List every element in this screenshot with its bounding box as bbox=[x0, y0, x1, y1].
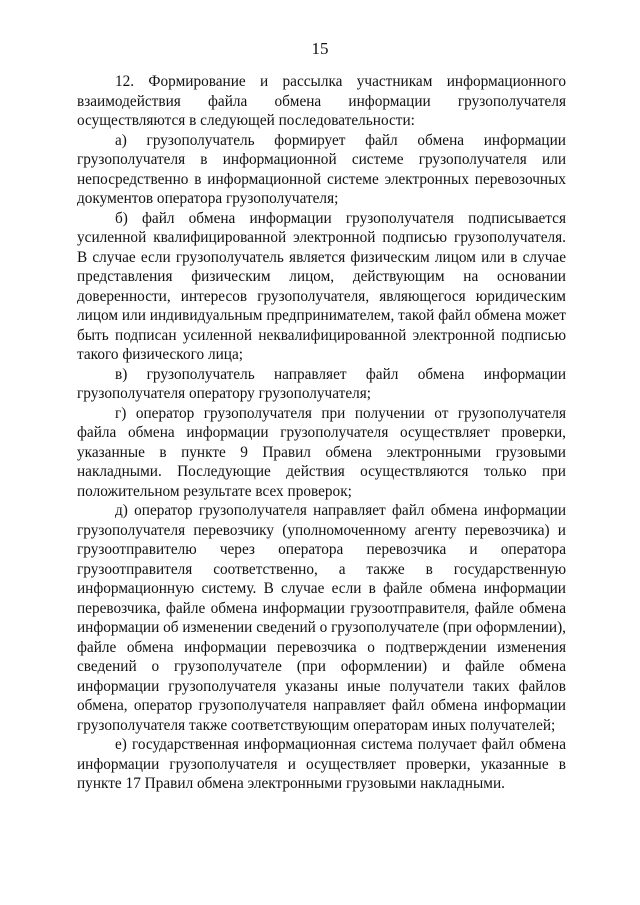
paragraph-item-g: г) оператор грузополучателя при получении от грузополучателя файла обмена информации грузополучателя осуществляет проверки, указанные в пункте 9 Правил обмена электронными грузовыми накладными. Последующие действия осуществляются только при положительном результате всех проверок; bbox=[77, 404, 566, 500]
paragraph-item-a: а) грузополучатель формирует файл обмена информации грузополучателя в информационной системе грузополучателя или непосредственно в информационной системе электронных перевозочных документов оператора грузополучателя; bbox=[77, 131, 566, 207]
paragraph-item-v: в) грузополучатель направляет файл обмена информации грузополучателя оператору грузополучателя; bbox=[77, 365, 566, 402]
document-body bbox=[77, 72, 566, 794]
page-number: 15 bbox=[311, 39, 329, 58]
paragraph-item-e: е) государственная информационная система получает файл обмена информации грузополучателя и осуществляет проверки, указанные в пункте 17 Правил обмена электронными грузовыми накладными. bbox=[77, 736, 566, 792]
paragraph-item-b: б) файл обмена информации грузополучателя подписывается усиленной квалифицированной электронной подписью грузополучателя. В случае если грузополучатель является физическим лицом или в случае представления физическим лицом, действующим на основании доверенности, интересов грузополучателя, являющегося юридическим лицом или индивидуальным предпринимателем, такой файл обмена может быть подписан усиленной неквалифицированной электронной подписью такого физического лица; bbox=[77, 209, 566, 363]
paragraph-12-intro: 12. Формирование и рассылка участникам информационного взаимодействия файла обмена информации грузополучателя осуществляются в следующей последовательности: bbox=[77, 73, 566, 129]
paragraph-item-d: д) оператор грузополучателя направляет файл обмена информации грузополучателя перевозчику (уполномоченному агенту перевозчика) и грузоотправителю через оператора перевозчика и оператора грузоотправителя соответственно, а также в государственную информационную систему. В случае если в файле обмена информации перевозчика, файле обмена информации грузоотправителя, файле обмена информации об изменении сведений о грузополучателе (при оформлении), файле обмена информации перевозчика о подтверждении изменения сведений о грузополучателе (при оформлении) и файле обмена информации грузополучателя указаны иные получатели таких файлов обмена, оператор грузополучателя направляет файл обмена информации грузополучателя также соответствующим операторам иных получателей; bbox=[77, 502, 566, 734]
